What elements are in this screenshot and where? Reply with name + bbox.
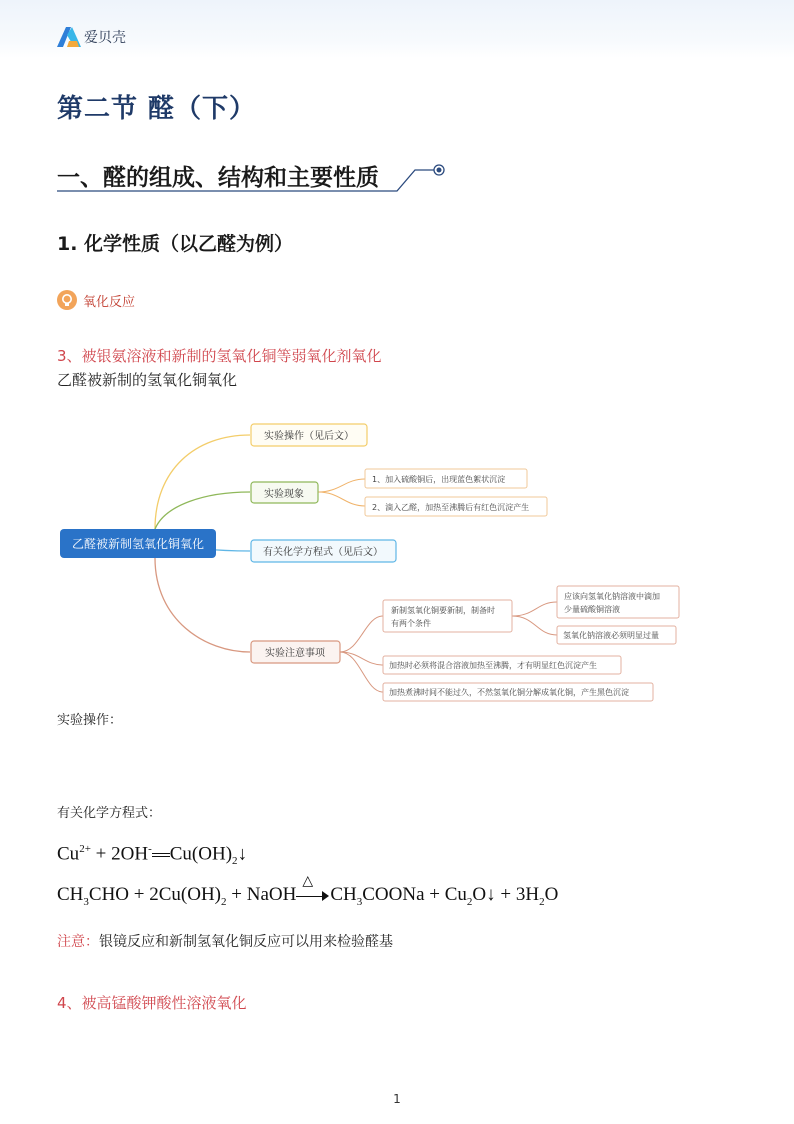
- mindmap-branch-phenomenon: [251, 482, 318, 503]
- mindmap-branch-notes: [251, 641, 340, 663]
- equation-label: 有关化学方程式：: [57, 806, 162, 821]
- mindmap-subnote-1: [557, 586, 679, 618]
- svg-text:应该向氢氧化钠溶液中滴加 少量硫酸铜溶液: 应该向氢氧化钠溶液中滴加 少量硫酸铜溶液: [564, 592, 660, 614]
- mind-map: [55, 410, 715, 710]
- operation-label: 实验操作：: [57, 713, 123, 728]
- note-2-text: 加热时必须将混合溶液加热至沸腾，才有明显红色沉淀产生: [389, 661, 597, 670]
- note-line: [57, 931, 393, 951]
- mindmap-subnote-2: [557, 626, 676, 644]
- mindmap-phenomenon-1: [365, 469, 527, 488]
- item3-subtitle: 乙醛被新制的氢氧化铜氧化: [57, 371, 238, 389]
- subnote-2-text: 氢氧化钠溶液必须明显过量: [563, 631, 659, 640]
- item4-title: 4、被高锰酸钾酸性溶液氧化: [57, 994, 247, 1012]
- brand-name: 爱贝壳: [84, 30, 126, 46]
- brand-logo: [57, 27, 126, 47]
- equation-2: $CH_3CHO + 2Cu(OH)_2$ + NaOH △ $CH_3COONa$ + $Cu_2O↓ + 3H_2O$: [57, 873, 559, 908]
- phenomenon-2-text: 2、滴入乙醛，加热至沸腾后有红色沉淀产生: [372, 503, 530, 512]
- mindmap-root-node: [60, 529, 216, 558]
- mindmap-note-3: [383, 683, 653, 701]
- mindmap-branch-equation: [251, 540, 396, 562]
- note-3-text: 加热煮沸时间不能过久，不然氢氧化铜分解成氧化铜，产生黑色沉淀: [389, 688, 629, 697]
- equation-1: $Cu^{2+} + 2OH^-$ $Cu(OH)_2↓$: [57, 843, 248, 868]
- note-text: 银镜反应和新制氢氧化铜反应可以用来检验醛基: [99, 934, 393, 950]
- page-title: 第二节 醛（下）: [57, 94, 257, 124]
- branch3-label: 有关化学方程式（见后文）: [263, 547, 383, 558]
- tip-tag: [57, 290, 135, 310]
- branch2-label: 实验现象: [264, 489, 304, 500]
- tip-label: 氧化反应: [83, 294, 136, 310]
- branch1-label: 实验操作（见后文）: [264, 431, 354, 442]
- logo-icon: [57, 27, 81, 47]
- phenomenon-1-text: 1、加入硫酸铜后，出现蓝色絮状沉淀: [372, 475, 506, 484]
- item3-title: 3、被银氨溶液和新制的氢氧化铜等弱氧化剂氧化: [57, 347, 382, 365]
- page-number: 1: [393, 1092, 401, 1106]
- mindmap-phenomenon-2: [365, 497, 547, 516]
- branch4-label: 实验注意事项: [265, 648, 325, 659]
- mindmap-branch-operation: [251, 424, 367, 446]
- root-label: 乙醛被新制氢氧化铜氧化: [71, 537, 205, 551]
- svg-text:新制氢氧化铜要新制，制备时 有两个条件: 新制氢氧化铜要新制，制备时 有两个条件: [391, 606, 495, 628]
- section-heading: 一、醛的组成、结构和主要性质: [57, 165, 379, 191]
- lightbulb-icon: [57, 290, 77, 310]
- mindmap-note-1: [383, 600, 512, 632]
- note-key: 注意：: [57, 934, 99, 950]
- mindmap-note-2: [383, 656, 621, 674]
- subsection-heading: 1. 化学性质（以乙醛为例）: [57, 233, 294, 255]
